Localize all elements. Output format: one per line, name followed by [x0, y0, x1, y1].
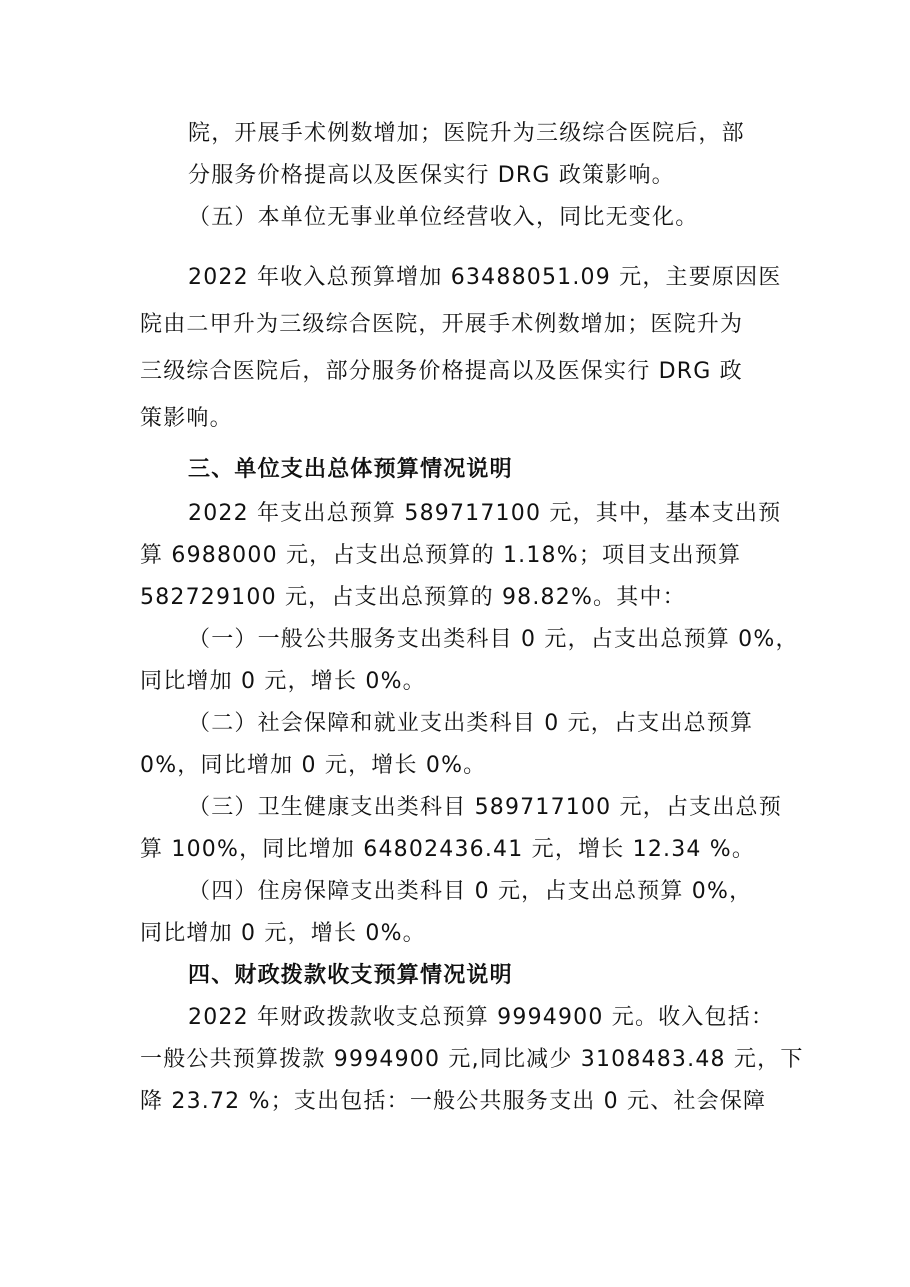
- text-line-13: 同比增加 0 元，增长 0%。: [140, 669, 426, 694]
- section-heading-4: 四、财政拨款收支预算情况说明: [188, 963, 513, 988]
- text-line-4: 2022 年收入总预算增加 63488051.09 元，主要原因医: [188, 265, 782, 290]
- text-line-17: 算 100%，同比增加 64802436.41 元，增长 12.34 %。: [140, 837, 756, 862]
- text-line-12: （一）一般公共服务支出类科目 0 元，占支出总预算 0%，: [188, 627, 799, 652]
- text-line-1: 院，开展手术例数增加；医院升为三级综合医院后，部: [188, 121, 745, 146]
- text-line-16: （三）卫生健康支出类科目 589717100 元，占支出总预: [188, 795, 782, 820]
- text-line-5: 院由二甲升为三级综合医院，开展手术例数增加；医院升为: [140, 312, 744, 337]
- text-line-2: 分服务价格提高以及医保实行 DRG 政策影响。: [188, 163, 675, 188]
- text-line-23: 降 23.72 %；支出包括：一般公共服务支出 0 元、社会保障: [140, 1089, 767, 1114]
- text-line-3: （五）本单位无事业单位经营收入，同比无变化。: [188, 205, 699, 230]
- text-line-18: （四）住房保障支出类科目 0 元，占支出总预算 0%，: [188, 879, 753, 904]
- text-line-10: 算 6988000 元，占支出总预算的 1.18%；项目支出预算: [140, 543, 742, 568]
- text-line-9: 2022 年支出总预算 589717100 元，其中，基本支出预: [188, 501, 782, 526]
- text-line-14: （二）社会保障和就业支出类科目 0 元，占支出总预算: [188, 711, 754, 736]
- text-line-22: 一般公共预算拨款 9994900 元,同比减少 3108483.48 元，下: [140, 1047, 804, 1072]
- text-line-6: 三级综合医院后，部分服务价格提高以及医保实行 DRG 政: [140, 359, 743, 384]
- text-line-21: 2022 年财政拨款收支总预算 9994900 元。收入包括：: [188, 1005, 775, 1030]
- text-line-7: 策影响。: [140, 406, 233, 431]
- section-heading-3: 三、单位支出总体预算情况说明: [188, 457, 513, 482]
- text-line-11: 582729100 元，占支出总预算的 98.82%。其中：: [140, 585, 686, 610]
- text-line-15: 0%，同比增加 0 元，增长 0%。: [140, 753, 487, 778]
- text-line-19: 同比增加 0 元，增长 0%。: [140, 921, 426, 946]
